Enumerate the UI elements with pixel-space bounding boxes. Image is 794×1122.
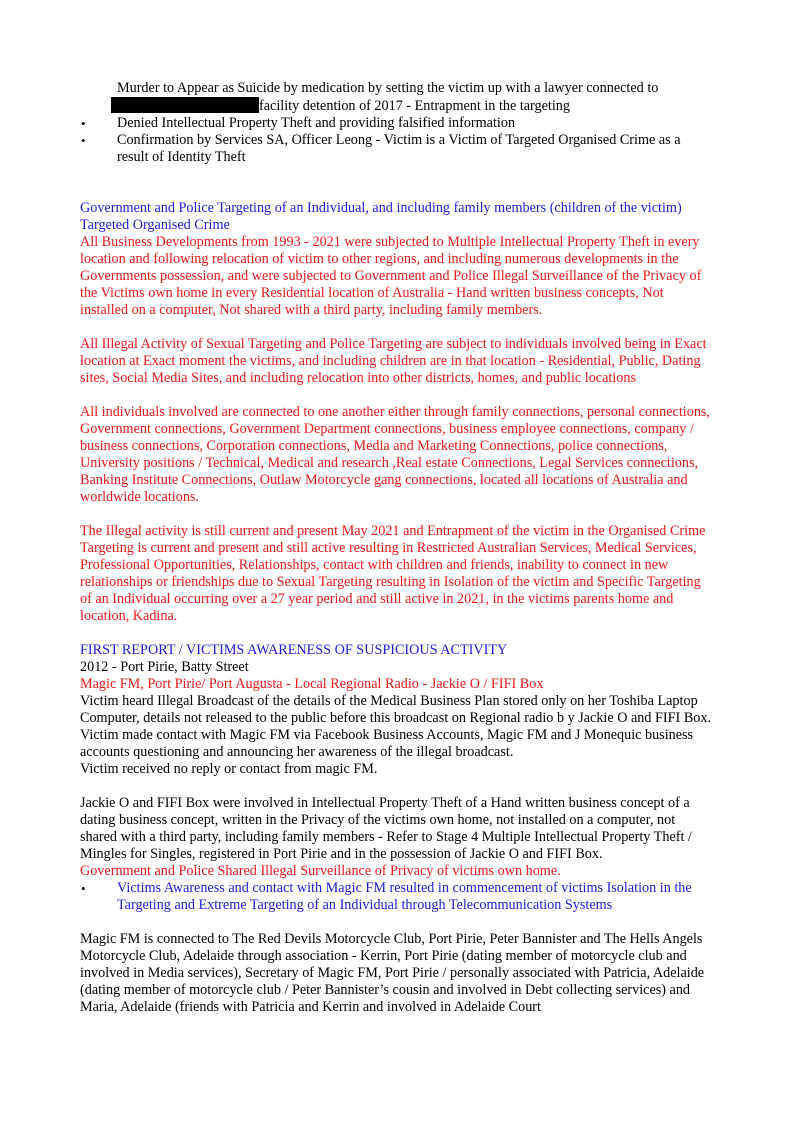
section2-subheading: Magic FM, Port Pirie/ Port Augusta - Local Regional Radio - Jackie O / FIFI Box: [80, 676, 544, 692]
bullet-icon: •: [81, 133, 86, 148]
section2-para-1: Victim heard Illegal Broadcast of the details of the Medical Business Plan stored only on her Toshiba Laptop Computer, details not released to the public before this broadcast on Regional radio b y Jackie O and FIFI Box.: [80, 693, 712, 726]
section2-heading: FIRST REPORT / VICTIMS AWARENESS OF SUSPICIOUS ACTIVITY: [80, 642, 508, 658]
section2-bullet: • Victims Awareness and contact with Magic FM resulted in commencement of victims Isolation in the Targeting and Extreme Targeting of an Individual through Telecommunication Systems: [81, 880, 692, 913]
section2-location: 2012 - Port Pirie, Batty Street: [80, 659, 249, 675]
top-bullet-2: • Confirmation by Services SA, Officer Leong - Victim is a Victim of Targeted Organised Crime as a result of Identity Theft: [81, 132, 681, 165]
redaction-block: [111, 97, 259, 113]
section2-para-2: Victim made contact with Magic FM via Facebook Business Accounts, Magic FM and J Monequic business accounts questioning and announcing her awareness of the illegal broadcast.: [80, 727, 694, 760]
section1-para-1: All Business Developments from 1993 - 2021 were subjected to Multiple Intellectual Property Theft in every location and following relocation of victim to other regions, and including numerous developments in the Governments possession, and were subjected to Government and Police Illegal Surveillance of the Privacy of the Victims own home in every Residential location of Australia - Hand written business concepts, Not installed on a computer, Not shared with a third party, including family members.: [80, 234, 702, 318]
top-line-2-text: facility detention of 2017 - Entrapment in the targeting: [259, 98, 570, 114]
section2-red-line: Government and Police Shared Illegal Surveillance of Privacy of victims own home.: [80, 863, 561, 879]
section2-para-4: Jackie O and FIFI Box were involved in Intellectual Property Theft of a Hand written business concept of a dating business concept, written in the Privacy of the victims own home, not installed on a computer, not shared with a third party, including family members - Refer to Stage 4 Multiple Intellectual Property Theft / Mingles for Singles, registered in Port Pirie and in the possession of Jackie O and FIFI Box.: [80, 795, 692, 862]
section1-para-3: All individuals involved are connected to one another either through family connections, personal connections, Government connections, Government Department connections, business employee connections, company / business connections, Corporation connections, Media and Marketing Connections, police connections, University positions / Technical, Medical and research ,Real estate Connections, Legal Services connections, Banking Institute Connections, Outlaw Motorcycle gang connections, located all locations of Australia and worldwide locations.: [80, 404, 710, 505]
section1-heading: Government and Police Targeting of an Individual, and including family members (children of the victim): [80, 200, 682, 216]
section1-subheading: Targeted Organised Crime: [80, 217, 230, 233]
section2-para-5: Magic FM is connected to The Red Devils Motorcycle Club, Port Pirie, Peter Bannister and The Hells Angels Motorcycle Club, Adelaide through association - Kerrin, Port Pirie (dating member of motorcycle club and involved in Media services), Secretary of Magic FM, Port Pirie / personally associated with Patricia, Adelaide (dating member of motorcycle club / Peter Bannister’s cousin and involved in Debt collecting services) and Maria, Adelaide (friends with Patricia and Kerrin and involved in Adelaide Court: [80, 931, 705, 1015]
section2-para-3: Victim received no reply or contact from magic FM.: [80, 761, 378, 777]
document-page: [80, 80, 715, 1016]
section1-para-4: The Illegal activity is still current and present May 2021 and Entrapment of the victim in the Organised Crime Targeting is current and present and still active resulting in Restricted Australian Services, Medical Services, Professional Opportunities, Relationships, contact with children and friends, inability to connect in new relationships or friendships due to Sexual Targeting resulting in Isolation of the victim and Specific Targeting of an Individual occurring over a 27 year period and still active in 2021, in the victims parents home and location, Kadina.: [80, 523, 706, 624]
top-bullet-1: • Denied Intellectual Property Theft and providing falsified information: [81, 115, 516, 131]
top-line-2: [80, 97, 715, 115]
top-line-1: Murder to Appear as Suicide by medication by setting the victim up with a lawyer connected to: [117, 80, 659, 96]
section1-para-2: All Illegal Activity of Sexual Targeting and Police Targeting are subject to individuals involved being in Exact location at Exact moment the victims, and including children are in that location - Residential, Public, Dating sites, Social Media Sites, and including relocation into other districts, homes, and public locations: [80, 336, 707, 386]
bullet-icon: •: [81, 116, 86, 131]
bullet-icon: •: [81, 881, 86, 896]
